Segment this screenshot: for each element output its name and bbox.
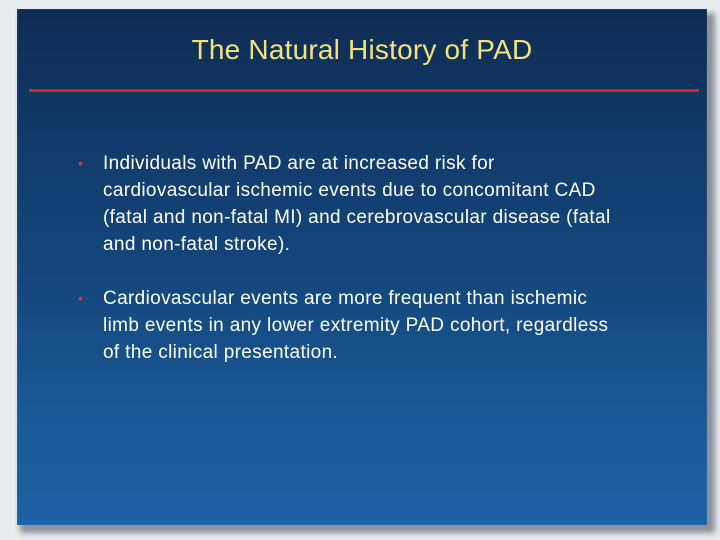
title-divider xyxy=(29,89,699,92)
slide xyxy=(17,9,707,525)
bullet-marker: • xyxy=(78,155,84,171)
bullet-text: Individuals with PAD are at increased risk for cardiovascular ischemic events due to concomitant CAD (fatal and non-fatal MI) and cerebrovascular disease (fatal and non-fatal stroke). xyxy=(103,153,611,255)
bullet-marker: • xyxy=(78,290,84,306)
slide-title: The Natural History of PAD xyxy=(191,34,533,65)
bullet-text: Cardiovascular events are more frequent than ischemic limb events in any lower extremity PAD cohort, regardless of the clinical presentation. xyxy=(103,288,609,363)
bullet-item xyxy=(17,285,623,366)
bullet-item xyxy=(17,150,623,258)
bullet-list xyxy=(17,150,707,366)
